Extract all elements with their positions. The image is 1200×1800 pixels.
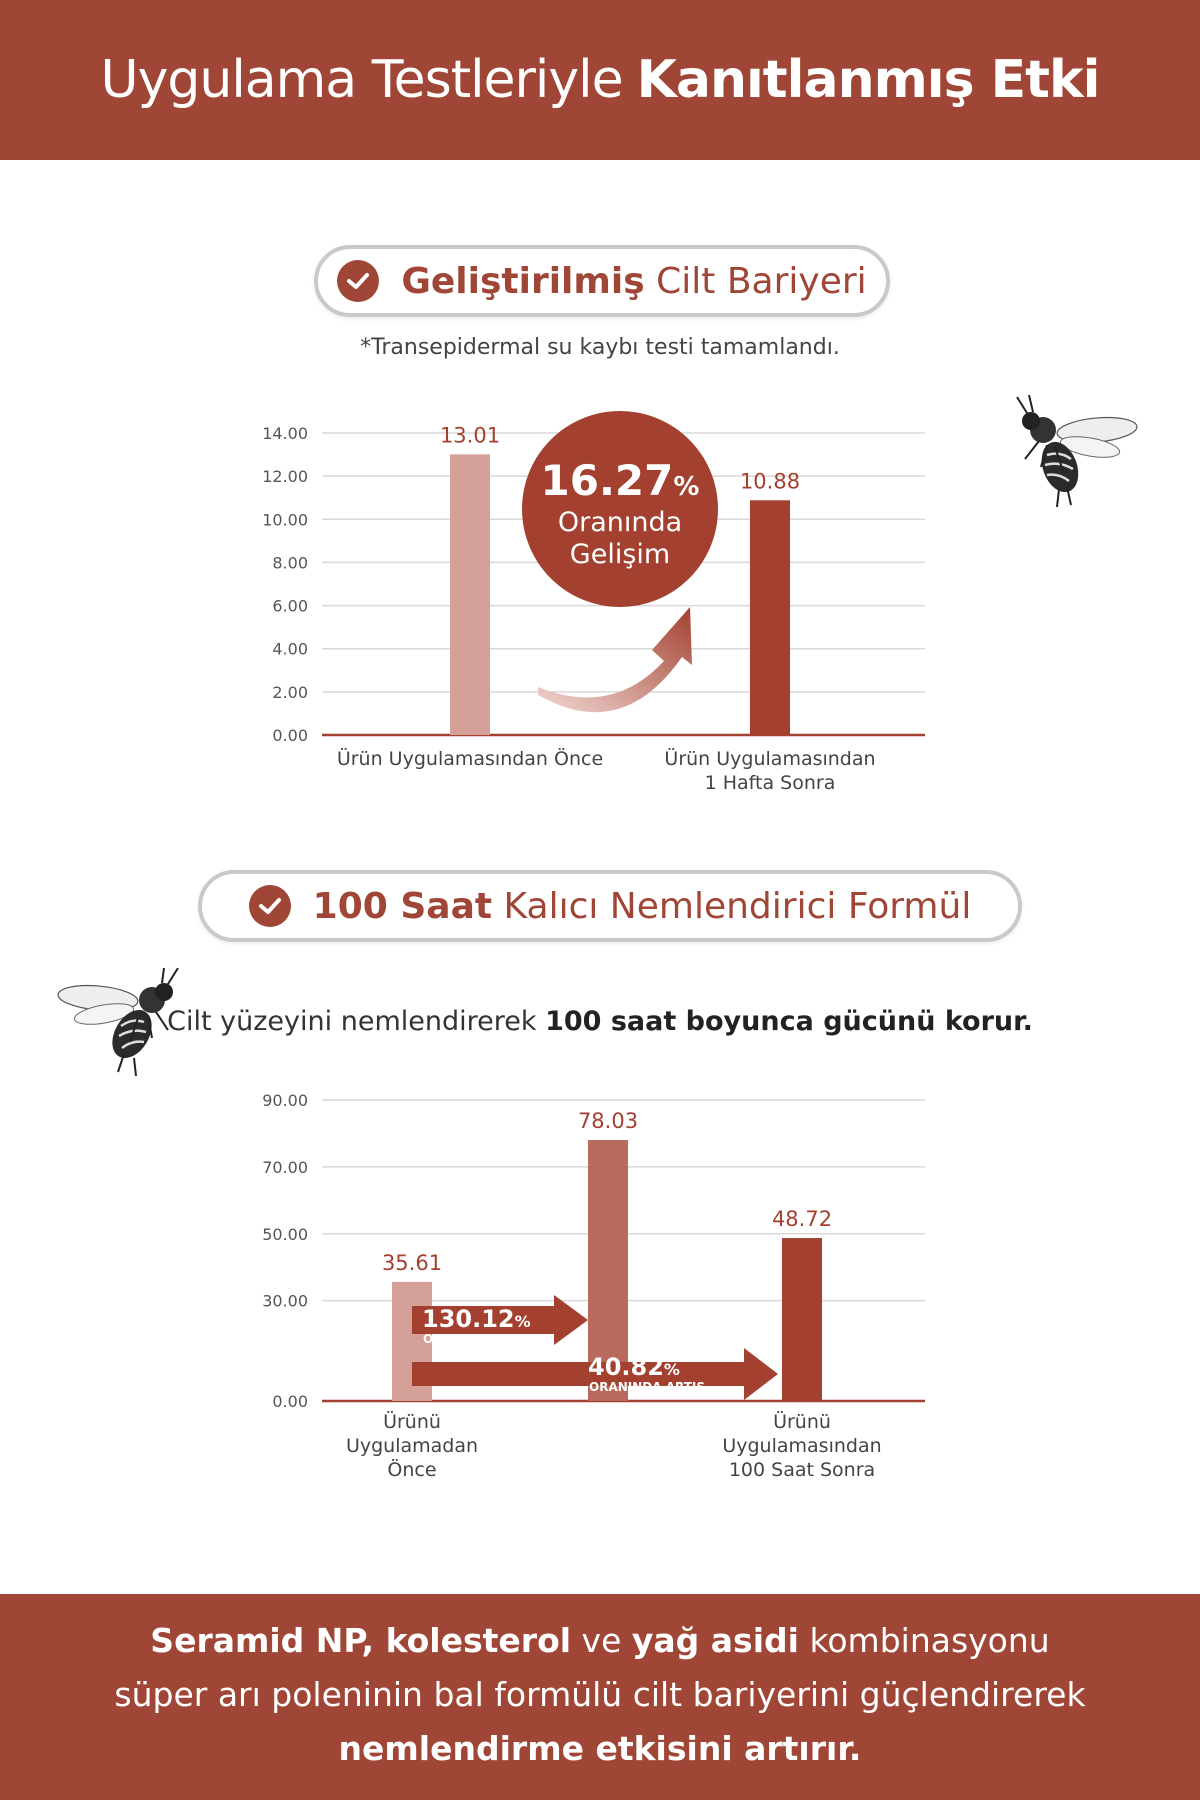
y-tick-label: 8.00 <box>272 553 308 573</box>
improvement-badge-value: 16.27% <box>540 456 700 505</box>
footer-line-1: Seramid NP, kolesterol ve yağ asidi kombinasyonu <box>150 1621 1050 1660</box>
header-title-regular: Uygulama Testleriyle <box>100 50 623 110</box>
y-tick-label: 50.00 <box>262 1224 308 1244</box>
y-tick-label: 4.00 <box>272 639 308 659</box>
footer-banner <box>0 1594 1200 1800</box>
bee-illustration <box>1005 395 1145 515</box>
section2-title: 100 Saat Kalıcı Nemlendirici Formül <box>312 885 972 927</box>
bar <box>782 1238 822 1401</box>
increase-arrow-1-label: ORANINDA ARTIŞ <box>423 1332 539 1346</box>
bar-value-label: 78.03 <box>577 1109 639 1134</box>
bee-illustration <box>50 968 190 1078</box>
y-tick-label: 30.00 <box>262 1291 308 1311</box>
header-title-bold: Kanıtlanmış Etki <box>636 50 1100 110</box>
improvement-badge-line1: Oranında <box>557 507 683 538</box>
increase-arrow-1 <box>412 1295 588 1346</box>
y-tick-label: 10.00 <box>262 510 308 530</box>
increase-arrow-1-value: 130.12% <box>422 1305 531 1333</box>
category-label: Önce <box>387 1459 437 1481</box>
y-tick-label: 90.00 <box>262 1091 308 1110</box>
bar <box>450 454 490 735</box>
check-icon <box>337 260 379 302</box>
y-tick-label: 12.00 <box>262 467 308 487</box>
category-label: 1 Hafta Sonra <box>704 772 836 794</box>
footer-line-2: süper arı poleninin bal formülü cilt bariyerini güçlendirerek <box>114 1675 1086 1714</box>
category-label: Ürünü <box>383 1411 441 1433</box>
chart-moisture <box>0 1080 1200 1500</box>
y-tick-label: 70.00 <box>262 1157 308 1177</box>
y-tick-label: 0.00 <box>272 1392 308 1411</box>
improvement-arrow <box>538 607 692 712</box>
section1-title: Geliştirilmiş Cilt Bariyeri <box>401 260 867 302</box>
category-label: Uygulamadan <box>345 1435 479 1457</box>
section1-note: *Transepidermal su kaybı testi tamamlandı. <box>360 335 840 360</box>
bar-value-label: 13.01 <box>439 423 501 448</box>
increase-arrow-2-label: ORANINDA ARTIŞ <box>589 1380 705 1394</box>
y-tick-label: 2.00 <box>272 682 308 702</box>
bar-value-label: 10.88 <box>739 469 801 494</box>
footer-line-3: nemlendirme etkisini artırır. <box>338 1729 862 1768</box>
y-tick-label: 14.00 <box>262 424 308 443</box>
increase-arrow-2-value: 40.82% <box>588 1353 680 1381</box>
bar-value-label: 35.61 <box>381 1250 443 1275</box>
increase-arrow-2 <box>412 1348 778 1400</box>
category-label: 100 Saat Sonra <box>728 1459 876 1481</box>
section2-title-pill <box>198 870 1022 942</box>
section1-title-pill <box>314 245 890 317</box>
bar-value-label: 48.72 <box>771 1207 833 1232</box>
bar <box>750 500 790 735</box>
category-label: Ürünü <box>773 1411 831 1433</box>
y-tick-label: 6.00 <box>272 596 308 616</box>
check-icon <box>249 885 291 927</box>
y-tick-label: 0.00 <box>272 726 308 745</box>
category-label: Ürün Uygulamasından Önce <box>336 748 604 770</box>
section2-subline: Cilt yüzeyini nemlendirerek 100 saat boyunca gücünü korur. <box>167 1006 1033 1037</box>
category-label: Uygulamasından <box>722 1435 882 1457</box>
category-label: Ürün Uygulamasından <box>664 748 876 770</box>
header-banner <box>0 0 1200 160</box>
improvement-badge-line2: Gelişim <box>569 539 671 570</box>
